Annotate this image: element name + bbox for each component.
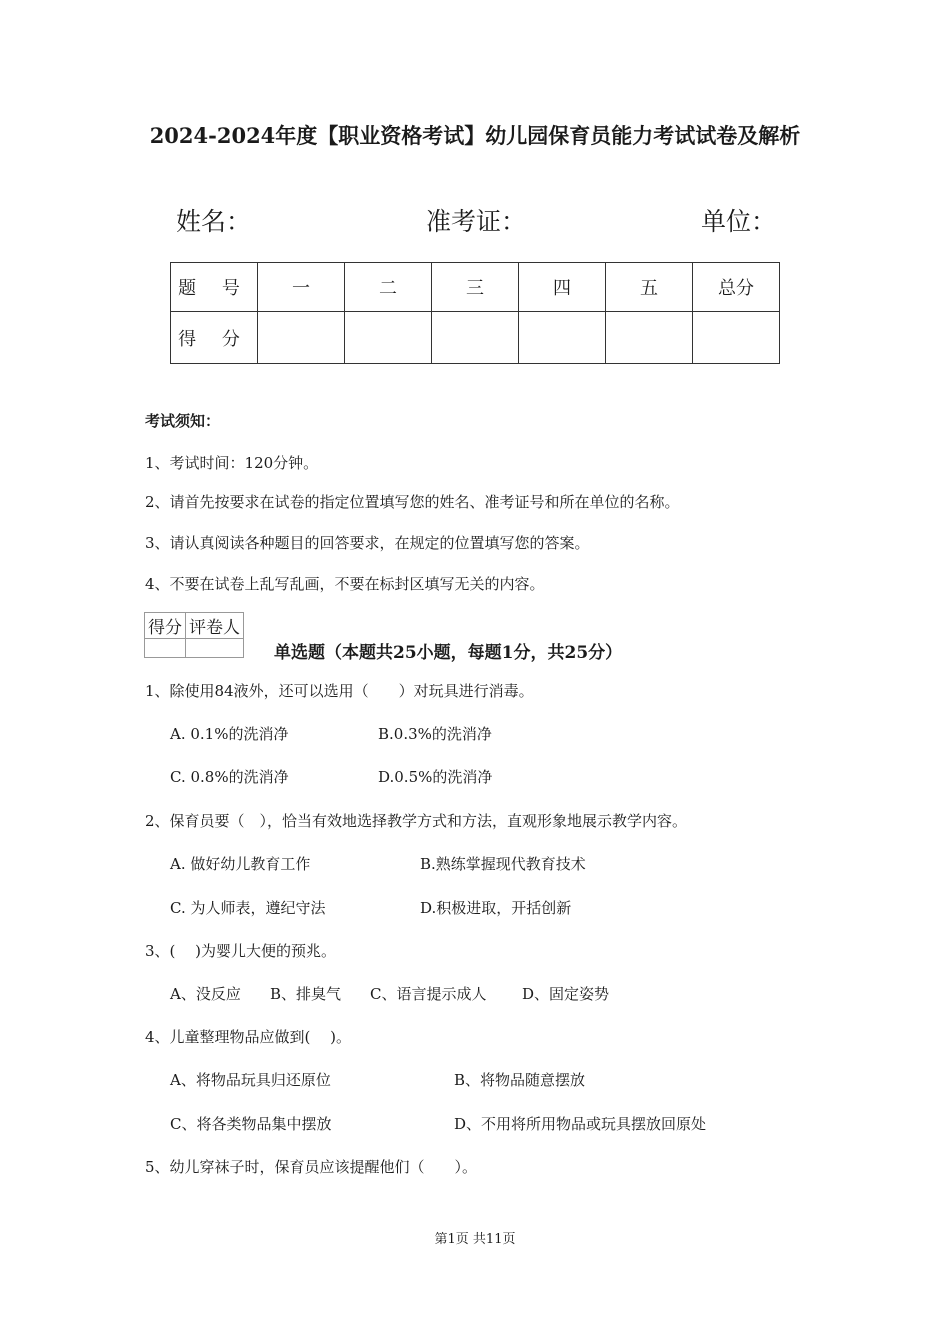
question-option: A、将物品玩具归还原位 bbox=[170, 1071, 331, 1089]
question-option: C. 为人师表，遵纪守法 bbox=[170, 899, 326, 917]
column-1: 一 bbox=[258, 263, 345, 312]
score-cell bbox=[519, 312, 606, 364]
column-3: 三 bbox=[432, 263, 519, 312]
score-table bbox=[170, 262, 780, 364]
question-option: D、固定姿势 bbox=[522, 985, 610, 1003]
score-label: 得 分 bbox=[171, 312, 258, 364]
question-option: C、将各类物品集中摆放 bbox=[170, 1115, 332, 1133]
column-2: 二 bbox=[345, 263, 432, 312]
score-cell bbox=[258, 312, 345, 364]
question-stem: 4、儿童整理物品应做到( )。 bbox=[145, 1028, 352, 1046]
question-option: B.熟练掌握现代教育技术 bbox=[420, 855, 586, 873]
score-cell bbox=[693, 312, 780, 364]
question-stem: 2、保育员要（ ），恰当有效地选择教学方式和方法，直观形象地展示教学内容。 bbox=[145, 812, 688, 830]
question-stem: 1、除使用84液外，还可以选用（ ）对玩具进行消毒。 bbox=[145, 682, 534, 700]
exam-id-field-label: 准考证： bbox=[425, 207, 526, 236]
notice-title: 考试须知： bbox=[145, 412, 221, 430]
page-title: 2024-2024年度【职业资格考试】幼儿园保育员能力考试试卷及解析 bbox=[149, 123, 801, 148]
section-title: 单选题（本题共25小题，每题1分，共25分） bbox=[274, 643, 623, 663]
column-4: 四 bbox=[519, 263, 606, 312]
question-option: D.积极进取，开括创新 bbox=[420, 899, 572, 917]
question-option: B.0.3%的洗消净 bbox=[378, 725, 492, 743]
question-stem: 5、幼儿穿袜子时，保育员应该提醒他们（ ）。 bbox=[145, 1158, 478, 1176]
grader-box bbox=[144, 612, 244, 658]
column-5: 五 bbox=[606, 263, 693, 312]
grader-name-cell bbox=[186, 639, 244, 658]
question-option: A、没反应 bbox=[170, 985, 241, 1003]
question-option: C. 0.8%的洗消净 bbox=[170, 768, 289, 786]
question-option: A. 做好幼儿教育工作 bbox=[170, 855, 311, 873]
notice-item: 3、请认真阅读各种题目的回答要求，在规定的位置填写您的答案。 bbox=[145, 534, 590, 552]
notice-item: 1、考试时间：120分钟。 bbox=[145, 454, 319, 472]
question-number-label: 题 号 bbox=[171, 263, 258, 312]
question-option: A. 0.1%的洗消净 bbox=[170, 725, 289, 743]
score-table-header-row bbox=[171, 263, 780, 312]
grader-name-label: 评卷人 bbox=[186, 613, 244, 639]
column-total: 总分 bbox=[693, 263, 780, 312]
name-field-label: 姓名： bbox=[176, 207, 252, 236]
score-cell bbox=[432, 312, 519, 364]
grader-score-label: 得分 bbox=[145, 613, 186, 639]
page-footer: 第1页 共11页 bbox=[434, 1232, 516, 1247]
score-table-score-row bbox=[171, 312, 780, 364]
candidate-fields bbox=[176, 202, 776, 238]
notice-item: 2、请首先按要求在试卷的指定位置填写您的姓名、准考证号和所在单位的名称。 bbox=[145, 493, 680, 511]
question-option: C、语言提示成人 bbox=[370, 985, 487, 1003]
notice-item: 4、不要在试卷上乱写乱画，不要在标封区填写无关的内容。 bbox=[145, 575, 545, 593]
score-cell bbox=[345, 312, 432, 364]
grader-score-cell bbox=[145, 639, 186, 658]
question-option: D.0.5%的洗消净 bbox=[378, 768, 493, 786]
question-option: B、排臭气 bbox=[270, 985, 342, 1003]
question-option: B、将物品随意摆放 bbox=[454, 1071, 586, 1089]
question-stem: 3、( )为婴儿大便的预兆。 bbox=[145, 942, 337, 960]
unit-field-label: 单位： bbox=[700, 207, 776, 236]
question-option: D、不用将所用物品或玩具摆放回原处 bbox=[454, 1115, 707, 1133]
score-cell bbox=[606, 312, 693, 364]
